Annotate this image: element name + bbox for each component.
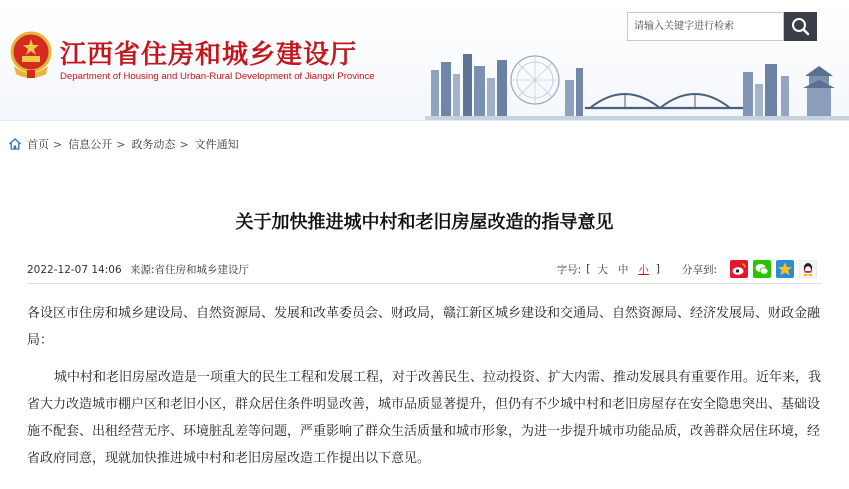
site-header: [0, 0, 849, 121]
site-subtitle: Department of Housing and Urban-Rural Development of Jiangxi Province: [60, 71, 375, 82]
breadcrumb-home[interactable]: 首页: [27, 138, 49, 151]
font-size-bracket-close: ]: [655, 263, 660, 275]
qq-icon[interactable]: [799, 260, 817, 278]
article-title: 关于加快推进城中村和老旧房屋改造的指导意见: [235, 212, 614, 233]
qzone-icon[interactable]: [776, 260, 794, 278]
font-size-label: 字号:: [556, 263, 582, 276]
city-skyline-illustration: [425, 50, 849, 120]
wechat-icon[interactable]: [753, 260, 771, 278]
article-paragraph: 各设区市住房和城乡建设局、自然资源局、发展和改革委员会、财政局，赣江新区城乡建设和交通局、自然资源局、经济发展局、财政金融局：: [27, 306, 821, 348]
home-icon: [8, 137, 22, 151]
search-icon: [784, 12, 817, 41]
weibo-icon[interactable]: [730, 260, 748, 278]
font-size-small-button[interactable]: 小: [638, 263, 649, 276]
article-paragraph: 城中村和老旧房屋改造是一项重大的民生工程和发展工程，对于改善民生、拉动投资、扩大内需、推动发展具有重要作用。近年来，我省大力改造城市棚户区和老旧小区，群众居住条件明显改善，城市品质显著提升，但仍有不少城中村和老旧房屋存在安全隐患突出、基础设施不配套、出租经营无序、环境脏乱差等问题，严重影响了群众生活质量和城市形象，为进一步提升城市功能品质，改善群众居住环境，经省政府同意，现就加快推进城中村和老旧房屋改造工作提出以下意见。: [27, 370, 822, 466]
font-size-bracket-open: [: [586, 263, 591, 275]
breadcrumb-separator: >: [53, 137, 63, 151]
search-input[interactable]: [627, 12, 784, 41]
font-size-medium-button[interactable]: 中: [617, 263, 629, 276]
site-title: 江西省住房和城乡建设厅: [60, 40, 358, 70]
article-body: [27, 300, 827, 472]
search-button[interactable]: [784, 12, 817, 41]
source-label: 来源:: [129, 264, 155, 276]
breadcrumb-separator: >: [116, 137, 126, 151]
breadcrumb-document-notices[interactable]: 文件通知: [194, 138, 239, 151]
breadcrumb: [8, 136, 239, 152]
breadcrumb-separator: >: [179, 137, 189, 151]
publish-datetime: 2022-12-07 14:06: [27, 264, 122, 276]
share-label: 分享到:: [681, 263, 717, 276]
breadcrumb-info-disclosure[interactable]: 信息公开: [68, 138, 113, 151]
font-size-large-button[interactable]: 大: [597, 263, 608, 276]
national-emblem-icon: [8, 30, 54, 80]
breadcrumb-government-news[interactable]: 政务动态: [131, 138, 176, 151]
source-value: 省住房和城乡建设厅: [154, 264, 250, 276]
article-meta: [27, 260, 817, 278]
meta-divider: [27, 283, 822, 284]
